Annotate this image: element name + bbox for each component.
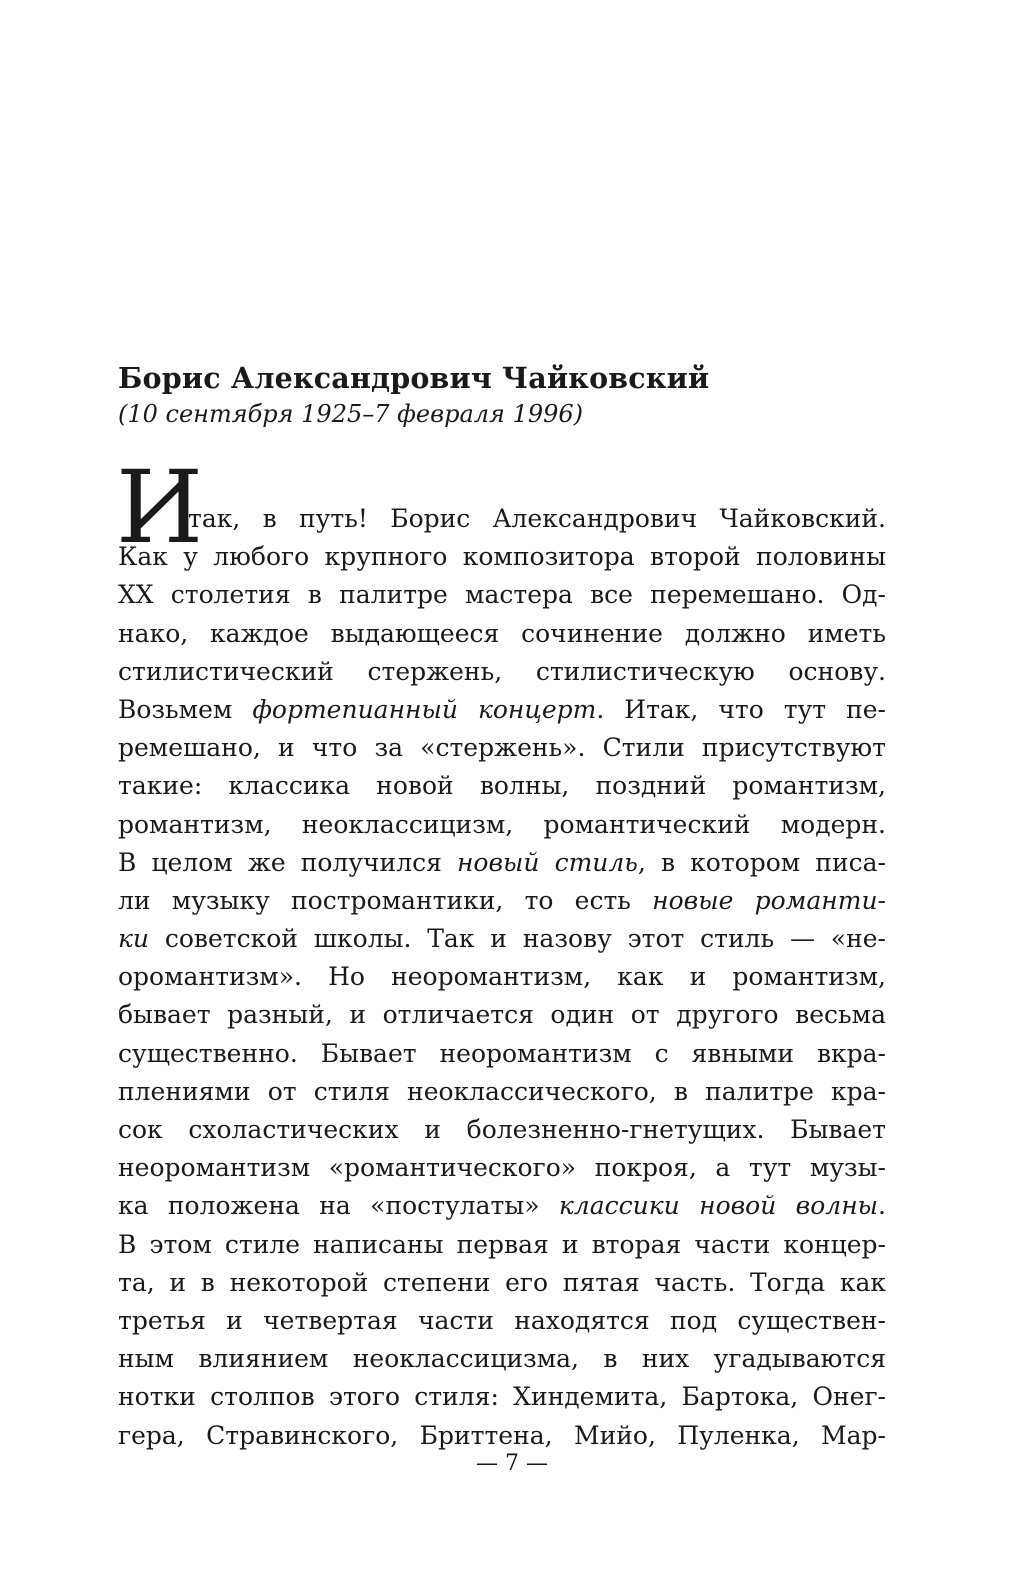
- text-segment: ли музыку постромантики, то есть: [118, 885, 653, 915]
- body-line: [118, 500, 886, 538]
- text-segment: .: [878, 1191, 886, 1221]
- text-segment: нако, каждое выдающееся сочинение должно иметь: [118, 618, 886, 648]
- italic-text: фортепианный концерт: [252, 694, 597, 724]
- body-line: [118, 920, 886, 958]
- body-line: [118, 1378, 886, 1416]
- text-segment: ремешано, и что за «стержень». Стили присутствуют: [118, 733, 886, 763]
- body-line: [118, 844, 886, 882]
- body-line: [118, 1111, 886, 1149]
- text-segment: советской школы. Так и назову этот стиль — «не-: [149, 924, 886, 954]
- chapter-heading: [118, 360, 898, 432]
- text-segment: В этом стиле написаны первая и вторая части концер-: [118, 1229, 886, 1259]
- body-line: [118, 615, 886, 653]
- body-line: [118, 1226, 886, 1264]
- body-line: [118, 1417, 886, 1455]
- text-segment: Возьмем: [118, 694, 253, 724]
- text-segment: XX столетия в палитре мастера все перемешано. Од-: [118, 580, 886, 610]
- body-line: [118, 1340, 886, 1378]
- body-line: [118, 806, 886, 844]
- body-line: [118, 1187, 886, 1225]
- text-segment: стилистический стержень, стилистическую основу.: [118, 656, 886, 686]
- body-line: [118, 1073, 886, 1111]
- text-segment: бывает разный, и отличается один от другого весьма: [118, 1000, 886, 1030]
- text-segment: Как у любого крупного композитора второй половины: [118, 542, 886, 572]
- body-line: [118, 1035, 886, 1073]
- text-segment: гера, Стравинского, Бриттена, Мийо, Пуленка, Мар-: [118, 1420, 886, 1450]
- drop-cap: И: [116, 449, 204, 566]
- body-line: [118, 1302, 886, 1340]
- text-segment: плениями от стиля неоклассического, в палитре кра-: [118, 1076, 886, 1106]
- text-segment: третья и четвертая части находятся под существен-: [118, 1305, 886, 1335]
- text-segment: В целом же получился: [118, 847, 457, 877]
- italic-text: ки: [118, 924, 150, 954]
- body-line: [118, 1149, 886, 1187]
- text-segment: существенно. Бывает неоромантизм с явными вкра-: [118, 1038, 886, 1068]
- text-segment: такие: классика новой волны, поздний романтизм,: [118, 771, 886, 801]
- author-name: Борис Александрович Чайковский: [118, 361, 710, 395]
- italic-text: классики новой волны: [558, 1191, 879, 1221]
- body-line: [118, 996, 886, 1034]
- body-line: [118, 1264, 886, 1302]
- body-line: [118, 653, 886, 691]
- italic-text: новый стиль: [456, 847, 638, 877]
- body-line: [118, 538, 886, 576]
- body-line: [118, 691, 886, 729]
- body-line: [118, 767, 886, 805]
- text-segment: сок схоластических и болезненно-гнетущих. Бывает: [118, 1115, 886, 1144]
- italic-text: новые романти-: [652, 885, 886, 915]
- text-segment: . Итак, что тут пе-: [596, 694, 886, 724]
- text-segment: романтизм, неоклассицизм, романтический модерн.: [118, 809, 886, 839]
- text-segment: та, и в некоторой степени его пятая часть. Тогда как: [118, 1267, 886, 1297]
- text-segment: нотки столпов этого стиля: Хиндемита, Бартока, Онег-: [118, 1382, 886, 1412]
- text-segment: ка положена на «постулаты»: [118, 1191, 559, 1221]
- text-segment: оромантизм». Но неоромантизм, как и романтизм,: [118, 962, 886, 992]
- text-segment: так, в путь! Борис Александрович Чайковский.: [188, 504, 886, 533]
- body-line: [118, 729, 886, 767]
- body-text: [118, 500, 886, 1455]
- author-life-dates: (10 сентября 1925–7 февраля 1996): [118, 400, 584, 428]
- body-line: [118, 882, 886, 920]
- text-segment: , в котором писа-: [637, 847, 886, 877]
- page-number: — 7 —: [476, 1451, 548, 1476]
- body-line: [118, 958, 886, 996]
- text-segment: неоромантизм «романтического» покроя, а тут музы-: [118, 1153, 886, 1183]
- text-segment: ным влиянием неоклассицизма, в них угадываются: [118, 1344, 886, 1374]
- body-line: [118, 576, 886, 614]
